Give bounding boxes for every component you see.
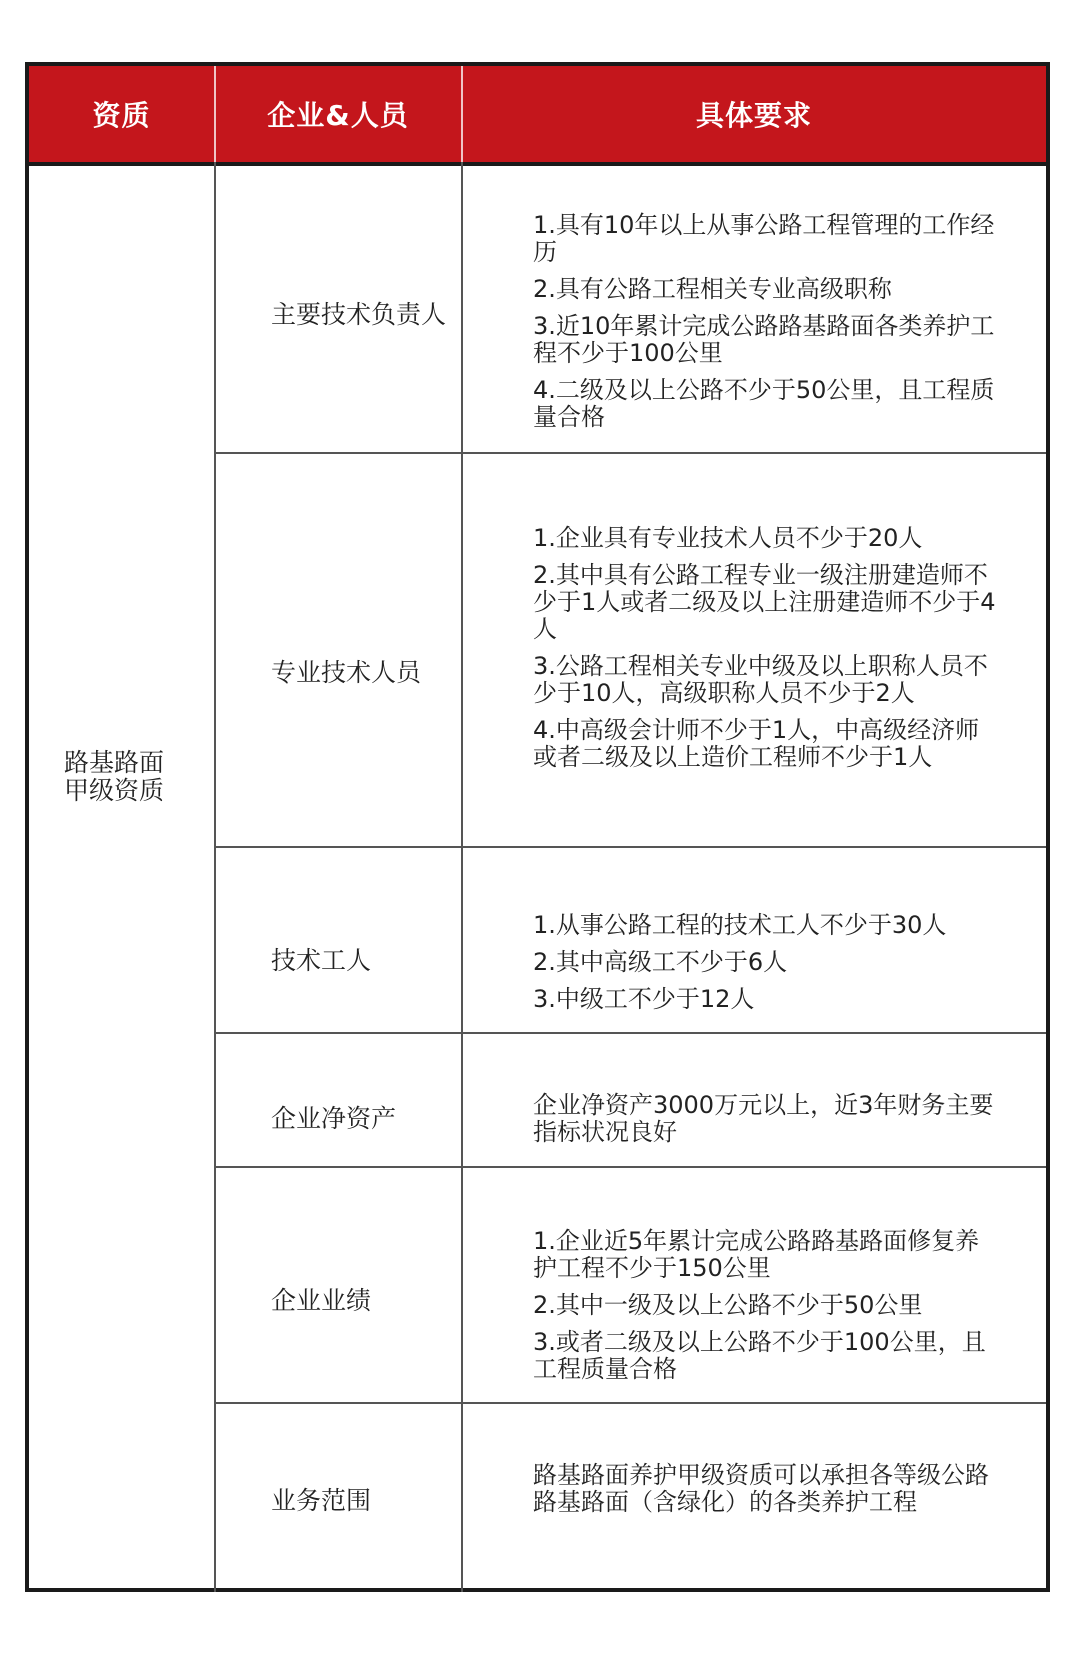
row-req-tech-staff: 1.企业具有专业技术人员不少于20人 2.其中具有公路工程专业一级注册建造师不少于1人或者二级及以上注册建造师不少于4人 3.公路工程相关专业中级及以上职称人员不少于10人，高级职称人员不少于2人 4.中高级会计师不少于1人，中高级经济师或者二级及以上造价工程师不少于1人 — [533, 524, 996, 771]
header-requirements: 具体要求 — [695, 99, 812, 132]
row-item-scope: 业务范围 — [271, 1486, 372, 1515]
row-req-net-assets: 企业净资产3000万元以上，近3年财务主要指标状况良好 — [533, 1091, 994, 1146]
row-item-tech-staff: 专业技术人员 — [271, 658, 422, 687]
row-req-workers: 1.从事公路工程的技术工人不少于30人 2.其中高级工不少于6人 3.中级工不少于12人 — [533, 911, 947, 1013]
row-req-scope: 路基路面养护甲级资质可以承担各等级公路路基路面（含绿化）的各类养护工程 — [533, 1461, 989, 1516]
header-qualification: 资质 — [92, 99, 151, 132]
row-item-net-assets: 企业净资产 — [271, 1104, 397, 1133]
qualification-name: 路基路面 甲级资质 — [64, 748, 165, 805]
row-item-chief-tech: 主要技术负责人 — [271, 300, 447, 329]
row-item-workers: 技术工人 — [271, 946, 372, 975]
row-req-performance: 1.企业近5年累计完成公路路基路面修复养护工程不少于150公里 2.其中一级及以上公路不少于50公里 3.或者二级及以上公路不少于100公里，且工程质量合格 — [533, 1227, 986, 1383]
row-item-performance: 企业业绩 — [271, 1286, 372, 1315]
row-req-chief-tech: 1.具有10年以上从事公路工程管理的工作经历 2.具有公路工程相关专业高级职称 3.近10年累计完成公路路基路面各类养护工程不少于100公里 4.二级及以上公路不少于50公里，且工程质量合格 — [533, 211, 995, 431]
header-entity: 企业&人员 — [267, 99, 409, 132]
table-header — [29, 66, 1046, 166]
